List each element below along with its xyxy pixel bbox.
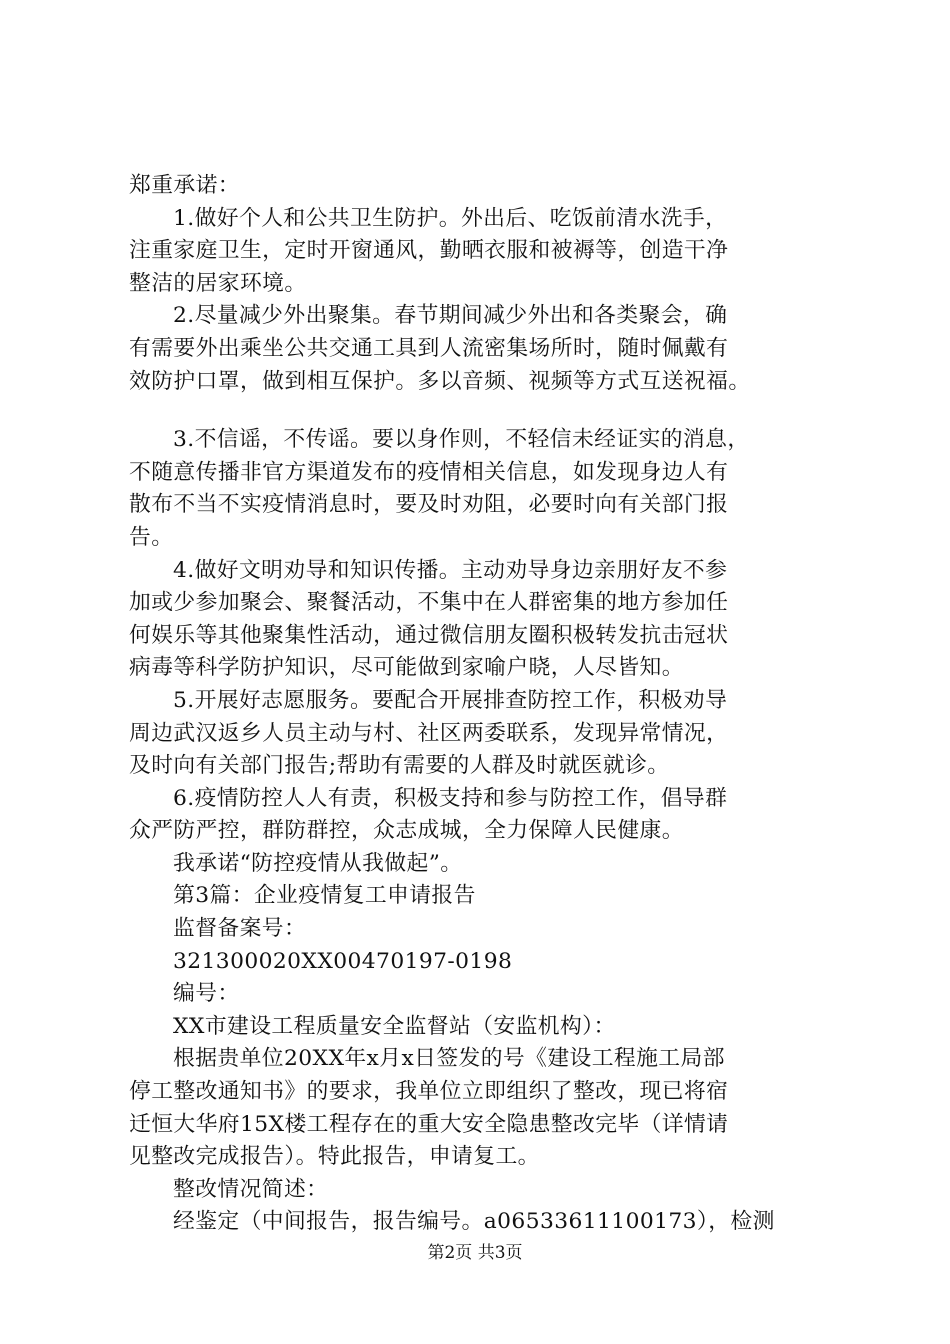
text-line: XX市建设工程质量安全监督站（安监机构）： bbox=[173, 1013, 616, 1039]
text-line: 病毒等科学防护知识，尽可能做到家喻户晓，人尽皆知。 bbox=[129, 655, 684, 681]
text-line: 有需要外出乘坐公共交通工具到人流密集场所时，随时佩戴有 bbox=[129, 335, 729, 361]
text-line: 我承诺“防控疫情从我做起”。 bbox=[173, 850, 463, 876]
text-line: 众严防严控，群防群控，众志成城，全力保障人民健康。 bbox=[129, 818, 684, 844]
text-line: 效防护口罩，做到相互保护。多以音频、视频等方式互送祝福。 bbox=[129, 368, 751, 394]
text-line: 整改情况简述： bbox=[173, 1176, 329, 1202]
text-line: 经鉴定（中间报告，报告编号。a06533611100173），检测 bbox=[173, 1209, 775, 1235]
text-line: 4.做好文明劝导和知识传播。主动劝导身边亲朋好友不参 bbox=[173, 557, 728, 583]
text-line: 迁恒大华府15X楼工程存在的重大安全隐患整改完毕（详情请 bbox=[129, 1111, 729, 1137]
text-line: 2.尽量减少外出聚集。春节期间减少外出和各类聚会，确 bbox=[173, 303, 728, 329]
page-footer: 第2页 共3页 bbox=[427, 1243, 523, 1263]
text-line: 3.不信谣，不传谣。要以身作则，不轻信未经证实的消息， bbox=[173, 427, 750, 453]
text-line: 整洁的居家环境。 bbox=[129, 270, 307, 296]
text-line: 郑重承诺： bbox=[129, 173, 240, 198]
text-line: 注重家庭卫生，定时开窗通风，勤晒衣服和被褥等，创造干净 bbox=[129, 238, 729, 264]
text-line: 1.做好个人和公共卫生防护。外出后、吃饭前清水洗手， bbox=[173, 205, 728, 231]
text-line: 加或少参加聚会、聚餐活动，不集中在人群密集的地方参加任 bbox=[129, 590, 729, 616]
paragraph-gap bbox=[129, 398, 829, 424]
text-line: 何娱乐等其他聚集性活动，通过微信朋友圈积极转发抗击冠状 bbox=[129, 622, 729, 648]
text-line: 及时向有关部门报告;帮助有需要的人群及时就医就诊。 bbox=[129, 753, 670, 779]
text-line: 见整改完成报告）。特此报告，申请复工。 bbox=[129, 1144, 540, 1170]
text-line: 告。 bbox=[129, 524, 174, 550]
text-line: 第3篇：企业疫情复工申请报告 bbox=[173, 883, 476, 909]
text-line: 6.疫情防控人人有责，积极支持和参与防控工作，倡导群 bbox=[173, 785, 728, 811]
text-line: 散布不当不实疫情消息时，要及时劝阻，必要时向有关部门报 bbox=[129, 492, 729, 518]
text-line: 根据贵单位20XX年x月x日签发的号《建设工程施工局部 bbox=[173, 1046, 725, 1072]
text-line: 编号： bbox=[173, 981, 240, 1007]
text-line: 监督备案号： bbox=[173, 916, 307, 942]
text-line: 停工整改通知书》的要求，我单位立即组织了整改，现已将宿 bbox=[129, 1079, 729, 1105]
text-line: 321300020XX00470197-0198 bbox=[173, 948, 513, 974]
text-line: 5.开展好志愿服务。要配合开展排查防控工作，积极劝导 bbox=[173, 687, 728, 713]
document-body bbox=[129, 170, 829, 1239]
text-line: 不随意传播非官方渠道发布的疫情相关信息，如发现身边人有 bbox=[129, 459, 729, 485]
text-line: 周边武汉返乡人员主动与村、社区两委联系，发现异常情况， bbox=[129, 720, 729, 746]
